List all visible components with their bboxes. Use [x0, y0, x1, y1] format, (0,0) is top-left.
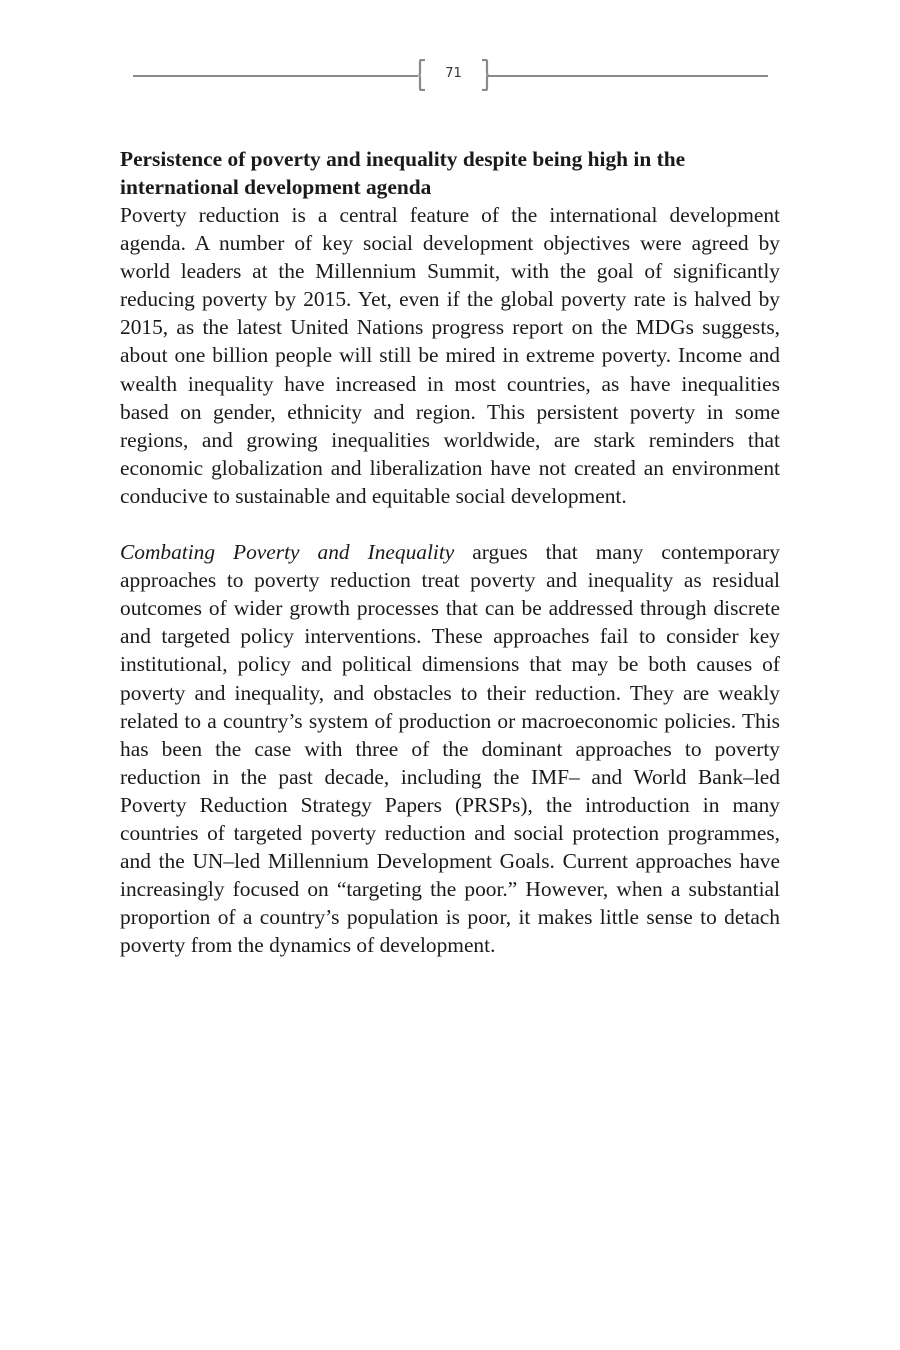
header-rule-right: [488, 75, 768, 77]
main-content: [120, 145, 780, 959]
left-bracket-icon: [418, 59, 426, 91]
paragraph-body: argues that many contemporary approaches to poverty reduction treat poverty and inequality as residual outcomes of wider growth processes that can be addressed through discrete and targeted policy interventions. These approaches fail to consider key institutional, policy and political dimensions that may be both causes of poverty and inequality, and obstacles to their reduction. They are weakly related to a country’s system of production or macroeconomic policies. This has been the case with three of the dominant approaches to poverty reduction in the past decade, including the IMF– and World Bank–led Poverty Reduction Strategy Papers (PRSPs), the introduction in many countries of targeted poverty reduction and social protection programmes, and the UN–led Millennium Development Goals. Current approaches have increasingly focused on “targeting the poor.” However, when a substantial proportion of a country’s population is poor, it makes little sense to detach poverty from the dynamics of development.: [120, 540, 780, 958]
paragraph-combating-poverty: [120, 538, 780, 959]
page-header: [133, 58, 768, 94]
header-rule-left: [133, 75, 418, 77]
section-heading: Persistence of poverty and inequality despite being high in the international development agenda: [120, 147, 686, 199]
book-title: Combating Poverty and Inequality: [120, 540, 455, 565]
paragraph-poverty-reduction: Poverty reduction is a central feature of the international development agenda. A number of key social development objectives were agreed by world leaders at the Millennium Summit, with the goal of significantly reducing poverty by 2015. Yet, even if the global poverty rate is halved by 2015, as the latest United Nations progress report on the MDGs suggests, about one billion people will still be mired in extreme poverty. Income and wealth inequality have increased in most countries, as have inequalities based on gender, ethnicity and region. This persistent poverty in some regions, and growing inequalities worldwide, are stark reminders that economic globalization and liberalization have not created an environment conducive to sustainable and equitable social development.: [120, 203, 780, 508]
page-number: 71: [445, 66, 462, 81]
